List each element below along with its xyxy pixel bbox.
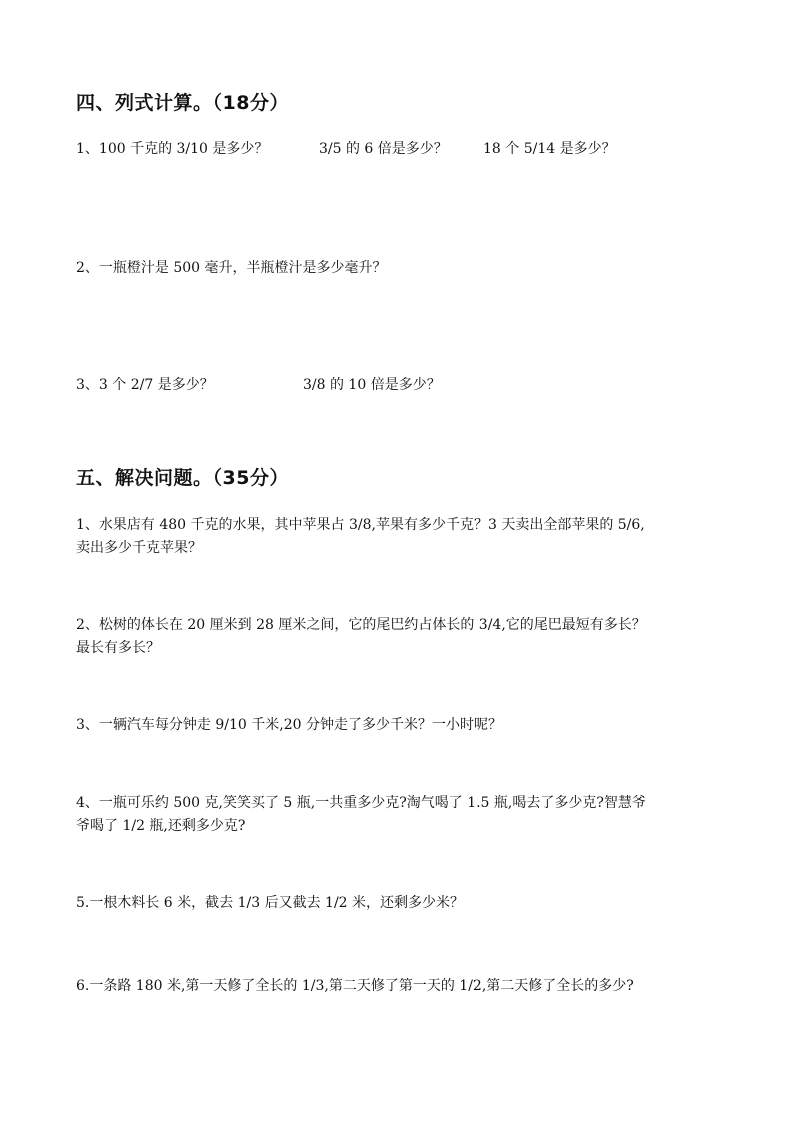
problem-5-1-line1: 1、水果店有 480 千克的水果，其中苹果占 3/8,苹果有多少千克？3 天卖出全部苹果的 5/6, <box>76 517 645 533</box>
problem-5-3-line1: 3、一辆汽车每分钟走 9/10 千米,20 分钟走了多少千米？一小时呢？ <box>76 717 502 733</box>
problem-5-4-line1: 4、一瓶可乐约 500 克,笑笑买了 5 瓶,一共重多少克?淘气喝了 1.5 瓶,喝去了多少克?智慧爷 <box>76 795 646 811</box>
question-4-2: 2、一瓶橙汁是 500 毫升，半瓶橙汁是多少毫升？ <box>76 260 387 276</box>
question-4-3b: 3/8 的 10 倍是多少？ <box>303 377 441 393</box>
question-4-1b: 3/5 的 6 倍是多少？ <box>319 141 448 157</box>
problem-5-2-line1: 2、松树的体长在 20 厘米到 28 厘米之间，它的尾巴约占体长的 3/4,它的尾巴最短有多长？ <box>76 617 646 633</box>
section-4-title: 四、列式计算。（18分） <box>76 92 289 114</box>
problem-5-1-line2: 卖出多少千克苹果？ <box>76 540 202 556</box>
problem-5-4 <box>76 792 716 838</box>
problem-5-5 <box>76 892 716 915</box>
problem-5-5-line1: 5.一根木料长 6 米，截去 1/3 后又截去 1/2 米，还剩多少米？ <box>76 895 465 911</box>
section-5-title: 五、解决问题。（35分） <box>76 467 289 489</box>
question-4-1a: 1、100 千克的 3/10 是多少？ <box>76 141 269 157</box>
problem-5-6 <box>76 975 716 998</box>
question-4-1c: 18 个 5/14 是多少？ <box>483 141 616 157</box>
problem-5-1 <box>76 514 716 560</box>
problem-5-4-line2: 爷喝了 1/2 瓶,还剩多少克? <box>76 818 246 834</box>
problem-5-2 <box>76 614 716 660</box>
problem-5-2-line2: 最长有多长？ <box>76 640 160 656</box>
problem-5-3 <box>76 714 716 737</box>
problem-5-6-line1: 6.一条路 180 米,第一天修了全长的 1/3,第二天修了第一天的 1/2,第二天修了全长的多少? <box>76 978 634 994</box>
question-4-3a: 3、3 个 2/7 是多少？ <box>76 377 214 393</box>
